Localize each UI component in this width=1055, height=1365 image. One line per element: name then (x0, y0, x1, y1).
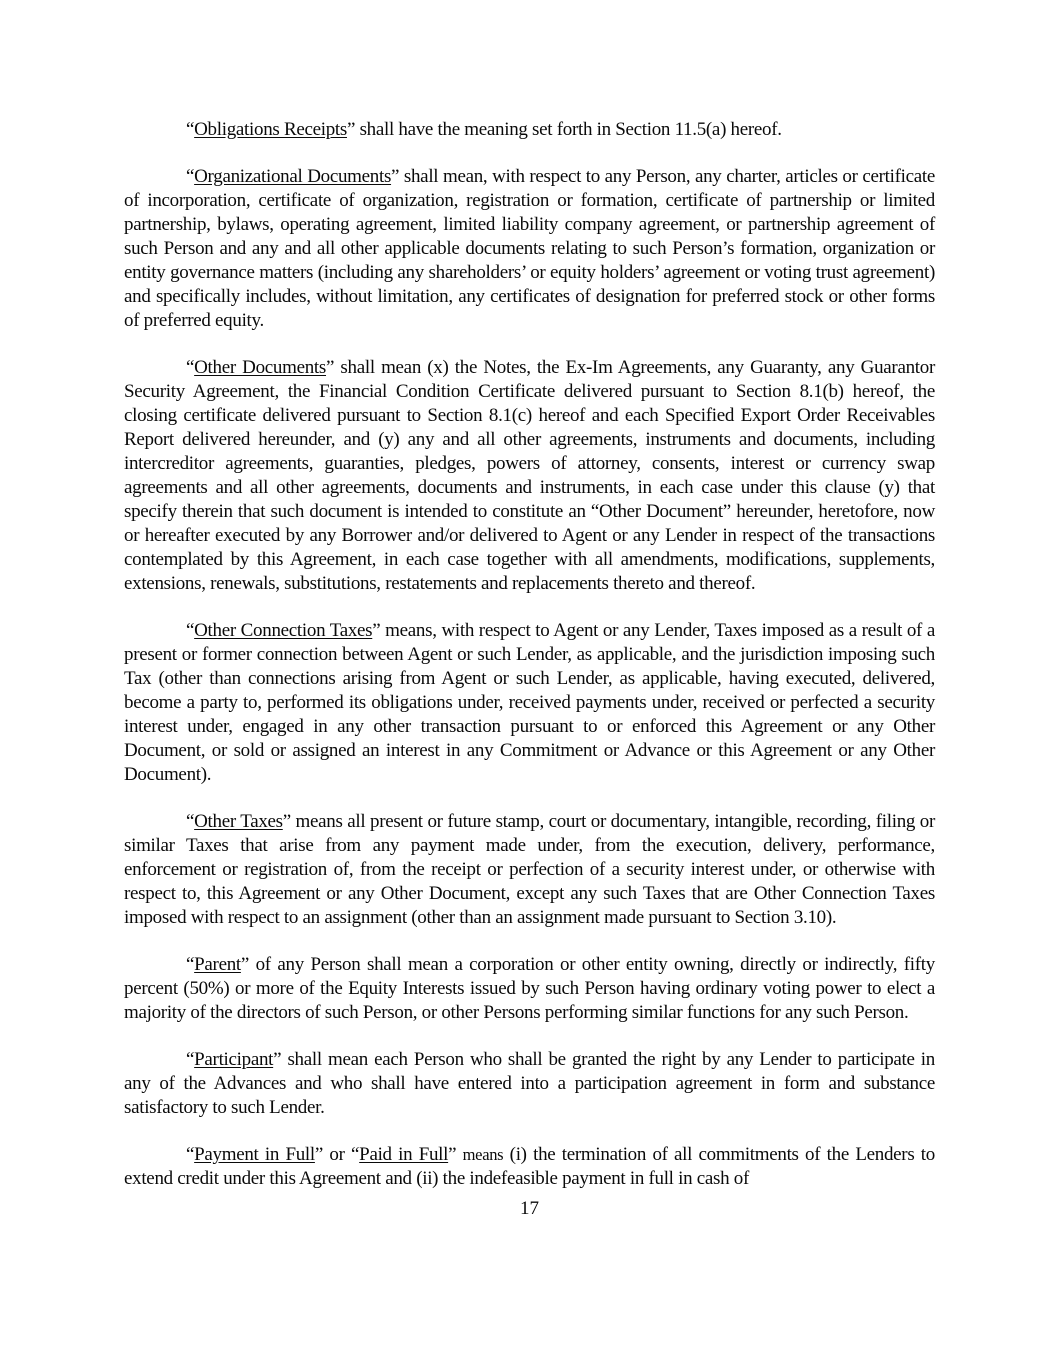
document-body (124, 118, 935, 1191)
paragraph-text: ” shall have the meaning set forth in Section 11.5(a) hereof. (346, 119, 782, 140)
paragraph (124, 118, 935, 142)
paragraph-text: (i) the termination of all commitments of the Lenders to extend credit under this Agreement and (ii) the indefeasible payment in full in cash of (124, 1144, 935, 1189)
paragraph (124, 619, 935, 787)
paragraph-text: “ (186, 166, 195, 187)
paragraph (124, 1143, 935, 1191)
paragraph-text: ” means, with respect to Agent or any Lender, Taxes imposed as a result of a present or former connection between Agent or such Lender, as applicable, and the jurisdiction imposing such Tax (other than connections arising from Agent or such Lender, as applicable, having executed, delivered, become a party to, performed its obligations under, received payments under, received or perfected a security interest under, engaged in any other transaction pursuant to or enforced this Agreement or any Other Document, or sold or assigned an interest in any Commitment or Advance or this Agreement or any Other Document). (124, 620, 935, 785)
paragraph-text: “ (186, 1144, 195, 1165)
paragraph (124, 810, 935, 930)
defined-term: Other Connection Taxes (194, 620, 373, 641)
paragraph-text: “ (186, 1049, 195, 1070)
paragraph (124, 1048, 935, 1120)
defined-term: Parent (194, 954, 241, 975)
defined-term: Paid in Full (359, 1144, 449, 1165)
defined-term: Organizational Documents (194, 166, 392, 187)
paragraph-text: ” means all present or future stamp, court or documentary, intangible, recording, filing or similar Taxes that arise from any payment made under, from the execution, delivery, performance, enforcement or registration of, from the receipt or perfection of a security interest under, or otherwise with respect to, this Agreement or any Other Document, except any such Taxes that are Other Connection Taxes imposed with respect to an assignment (other than an assignment made pursuant to Section 3.10). (124, 811, 935, 928)
paragraph-text: ” (448, 1144, 463, 1165)
paragraph-text: “ (186, 357, 195, 378)
paragraph-text: “ (186, 119, 195, 140)
defined-term: Other Documents (194, 357, 327, 378)
defined-term: Obligations Receipts (194, 119, 347, 140)
paragraph-text: ” or “ (314, 1144, 360, 1165)
paragraph (124, 953, 935, 1025)
page-number: 17 (520, 1198, 539, 1219)
paragraph-text: “ (186, 620, 195, 641)
paragraph (124, 165, 935, 333)
paragraph-text: ” shall mean, with respect to any Person, any charter, articles or certificate of incorporation, certificate of organization, registration or formation, certificate of partnership or limited partnership, bylaws, operating agreement, limited liability company agreement, or partnership agreement of such Person and any and all other applicable documents relating to such Person’s formation, organization or entity governance matters (including any shareholders’ or equity holders’ agreement or voting trust agreement) and specifically includes, without limitation, any certificates of designation for preferred stock or other forms of preferred equity. (124, 166, 935, 331)
paragraph-text: “ (186, 954, 195, 975)
defined-term: Participant (194, 1049, 274, 1070)
paragraph-text: ” shall mean (x) the Notes, the Ex-Im Agreements, any Guaranty, any Guarantor Security Agreement, the Financial Condition Certificate delivered pursuant to Section 8.1(b) hereof, the closing certificate delivered pursuant to Section 8.1(c) hereof and each Specified Export Order Receivables Report delivered hereunder, and (y) any and all other agreements, instruments and documents, including intercreditor agreements, guaranties, pledges, powers of attorney, consents, interest or currency swap agreements and all other agreements, documents and instruments, in each case under this clause (y) that specify therein that such document is intended to constitute an “Other Document” hereunder, heretofore, now or hereafter executed by any Borrower and/or delivered to Agent or any Lender in respect of the transactions contemplated by this Agreement, in each case together with all amendments, modifications, supplements, extensions, renewals, substitutions, restatements and replacements thereto and thereof. (124, 357, 935, 594)
paragraph (124, 356, 935, 596)
defined-term: Payment in Full (194, 1144, 315, 1165)
paragraph-text: ” of any Person shall mean a corporation or other entity owning, directly or indirectly, fifty percent (50%) or more of the Equity Interests issued by such Person having ordinary voting power to elect a majority of the directors of such Person, or other Persons performing similar functions for any such Person. (124, 954, 935, 1023)
paragraph-text: “ (186, 811, 195, 832)
defined-term: Other Taxes (194, 811, 283, 832)
paragraph-text: ” shall mean each Person who shall be granted the right by any Lender to participate in any of the Advances and who shall have entered into a participation agreement in form and substance satisfactory to such Lender. (124, 1049, 935, 1118)
paragraph-text: means (462, 1145, 504, 1164)
